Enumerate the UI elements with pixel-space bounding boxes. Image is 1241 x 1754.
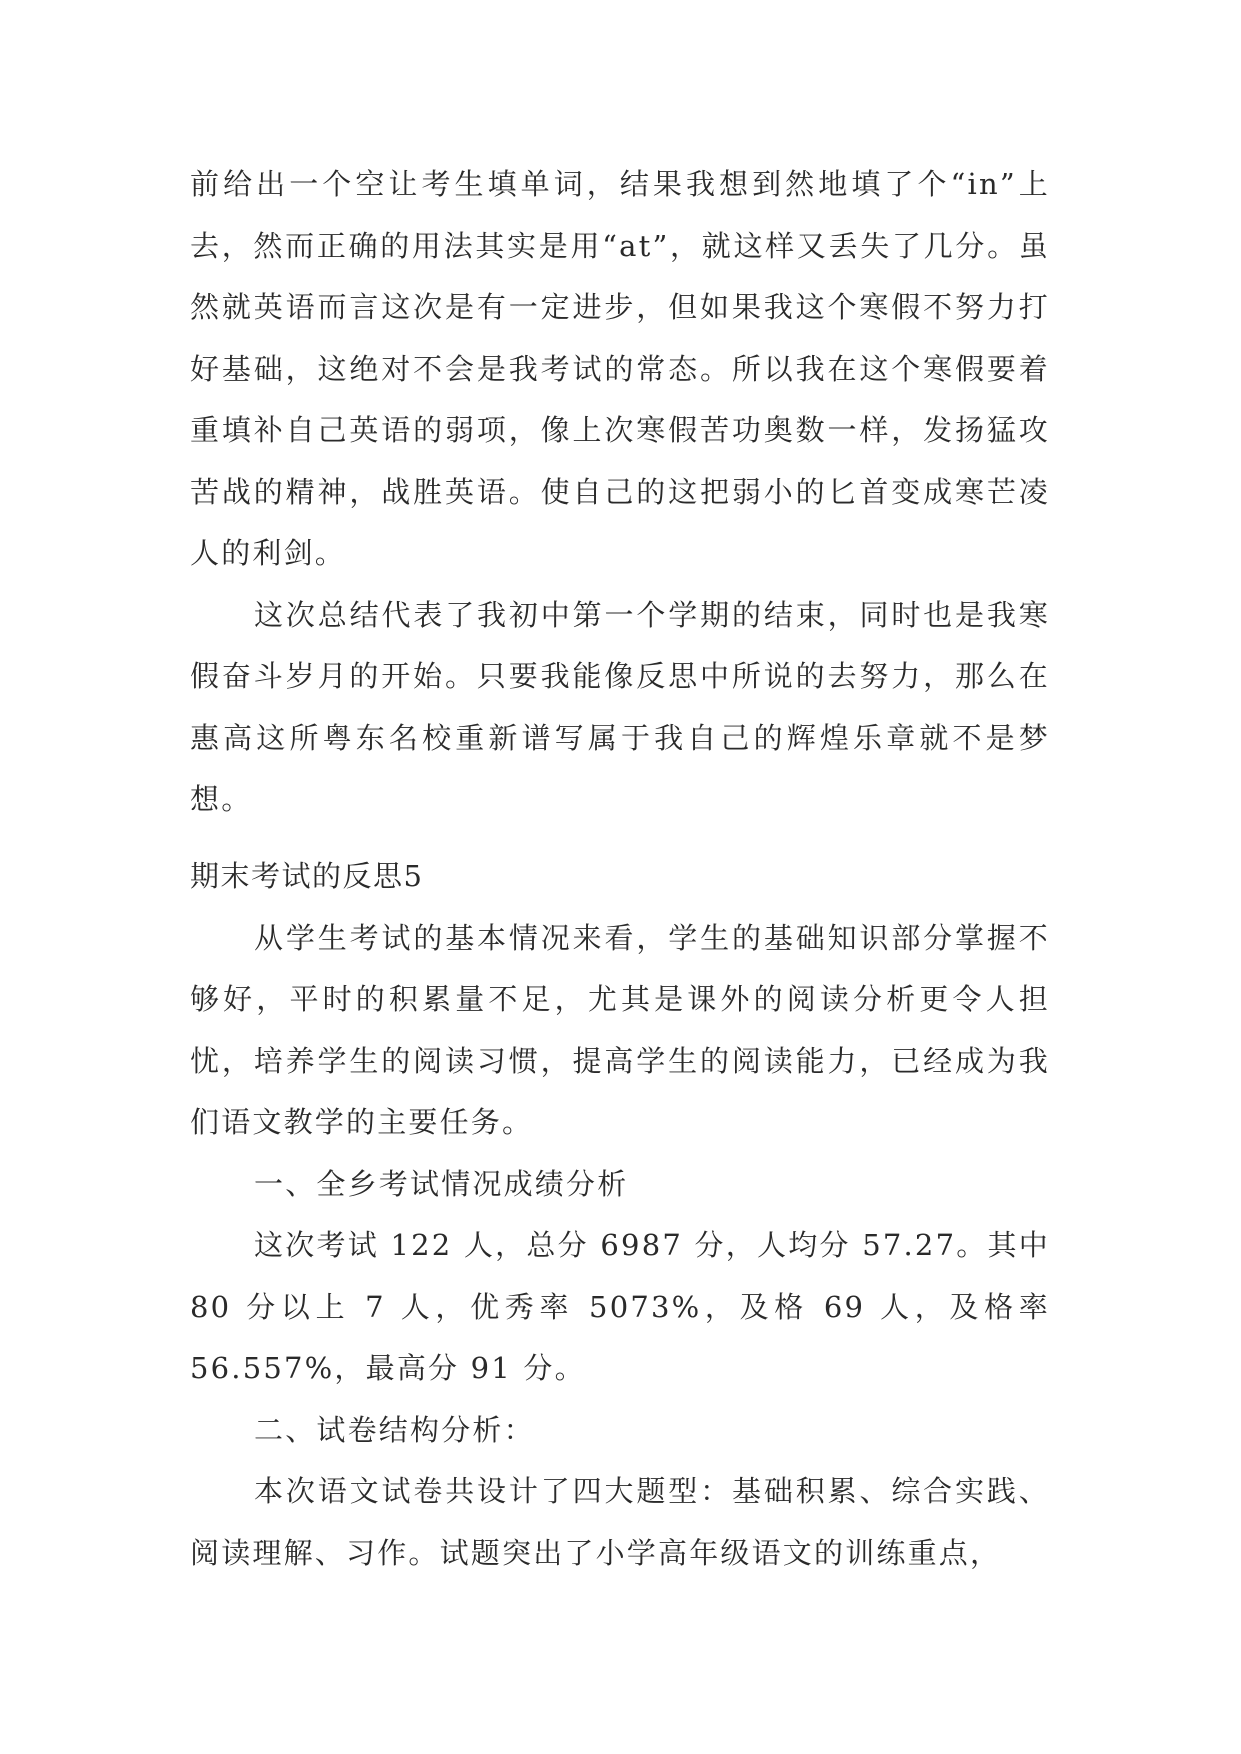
paragraph-score-stats: 这次考试 122 人，总分 6987 分，人均分 57.27。其中 80 分以上 7 人，优秀率 5073%，及格 69 人，及格率 56.557%，最高分 91 分。 xyxy=(190,1228,1050,1385)
paragraph-summary: 这次总结代表了我初中第一个学期的结束，同时也是我寒假奋斗岁月的开始。只要我能像反思中所说的去努力，那么在惠高这所粤东名校重新谱写属于我自己的辉煌乐章就不是梦想。 xyxy=(190,597,1050,816)
paragraph-continuation: 前给出一个空让考生填单词，结果我想到然地填了个“in”上去，然而正确的用法其实是用“at”，就这样又丢失了几分。虽然就英语而言这次是有一定进步，但如果我这个寒假不努力打好基础，这绝对不会是我考试的常态。所以我在这个寒假要着重填补自己英语的弱项，像上次寒假苦功奥数一样，发扬猛攻苦战的精神，战胜英语。使自己的这把弱小的匕首变成寒芒凌人的利剑。 xyxy=(190,167,1050,570)
paragraph-paper-structure: 本次语文试卷共设计了四大题型：基础积累、综合实践、阅读理解、习作。试题突出了小学高年级语文的训练重点， xyxy=(190,1474,1050,1570)
section-text-block xyxy=(190,846,1050,1584)
paragraph-overview: 从学生考试的基本情况来看，学生的基础知识部分掌握不够好，平时的积累量不足，尤其是课外的阅读分析更令人担忧，培养学生的阅读习惯，提高学生的阅读能力，已经成为我们语文教学的主要任务。 xyxy=(190,920,1050,1139)
section-heading: 期末考试的反思5 xyxy=(190,859,424,893)
subheading-score-analysis: 一、全乡考试情况成绩分析 xyxy=(254,1166,629,1201)
subheading-paper-structure: 二、试卷结构分析： xyxy=(254,1412,535,1447)
top-text-block xyxy=(190,154,1050,831)
